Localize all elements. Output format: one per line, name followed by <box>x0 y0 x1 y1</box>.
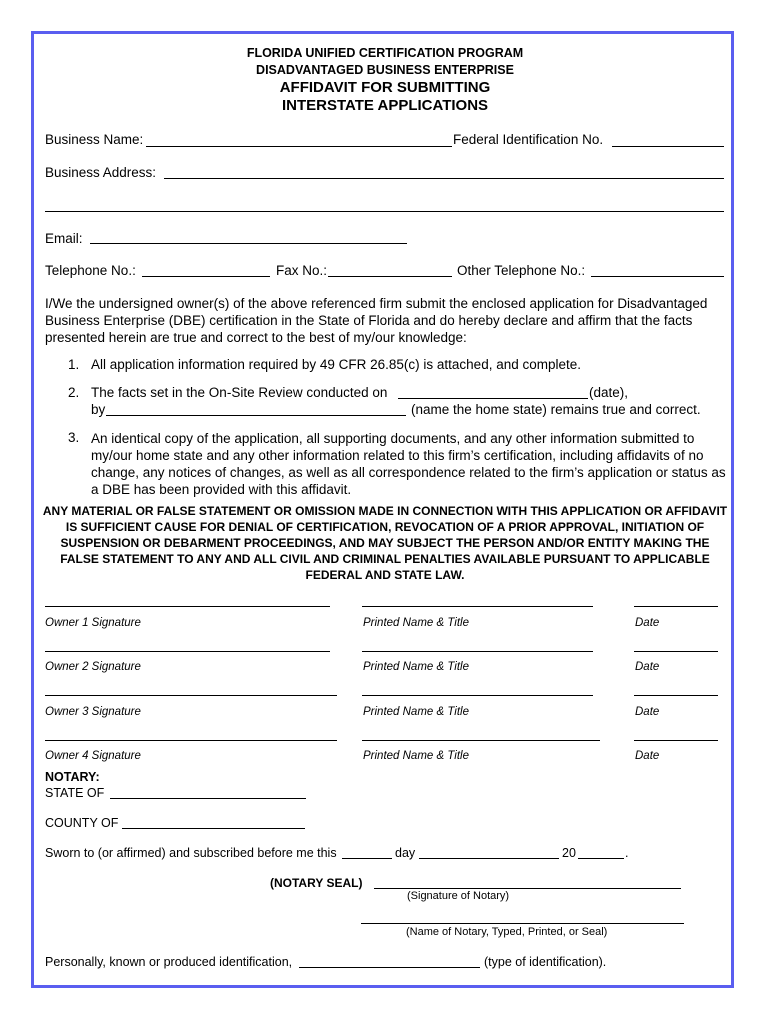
owner1-printed-label: Printed Name & Title <box>363 617 469 629</box>
owner1-signature-field[interactable] <box>45 606 330 607</box>
telephone-field[interactable] <box>142 276 270 277</box>
notary-heading: NOTARY: <box>45 770 100 784</box>
sworn-year-field[interactable] <box>578 858 624 859</box>
owner1-date-label: Date <box>635 617 660 629</box>
sworn-day-number-field[interactable] <box>342 858 392 859</box>
other-telephone-field[interactable] <box>591 276 724 277</box>
item1-number: 1. <box>68 357 80 372</box>
onsite-review-date-field[interactable] <box>398 398 588 399</box>
telephone-label: Telephone No.: <box>45 263 136 278</box>
owner3-date-label: Date <box>635 706 660 718</box>
owner1-date-field[interactable] <box>634 606 718 607</box>
business-address-field[interactable] <box>164 178 724 179</box>
owner4-printed-label: Printed Name & Title <box>363 750 469 762</box>
business-address-field-line2[interactable] <box>45 211 724 212</box>
program-heading: FLORIDA UNIFIED CERTIFICATION PROGRAM <box>246 46 524 60</box>
false-statement-warning: ANY MATERIAL OR FALSE STATEMENT OR OMISSION MADE IN CONNECTION WITH THIS APPLICATION OR AFFIDAVIT IS SUFFICIENT CAUSE FOR DENIAL OF CERTIFICATION, REVOCATION OF A PRIOR APPROVAL, INITIATION OF SUSPENSION OR DEBARMENT PROCEEDINGS, AND MAY SUBJECT THE PERSON AND/OR ENTITY MAKING THE FALSE STATEMENT TO ANY AND ALL CIVIL AND CRIMINAL PENALTIES AVAILABLE PURSUANT TO APPLICABLE FEDERAL AND STATE LAW. <box>42 504 728 582</box>
owner4-date-label: Date <box>635 750 660 762</box>
item3-text: An identical copy of the application, all supporting documents, and any other information submitted to my/our home state and any other information related to this firm’s certification, including affidavits of no change, any notices of changes, as well as all correspondence related to the firm’s application or status as a DBE has been provided with this affidavit. <box>91 431 726 497</box>
owner2-printed-name-field[interactable] <box>362 651 593 652</box>
owner4-signature-field[interactable] <box>45 740 337 741</box>
owner4-signature-label: Owner 4 Signature <box>45 750 141 762</box>
item3-number: 3. <box>68 430 80 445</box>
owner1-signature-label: Owner 1 Signature <box>45 617 141 629</box>
county-of-label: COUNTY OF <box>45 816 119 830</box>
county-of-field[interactable] <box>122 828 305 829</box>
item2-text: The facts set in the On-Site Review conducted on <box>91 385 388 400</box>
day-label: day <box>395 846 416 860</box>
owner3-printed-label: Printed Name & Title <box>363 706 469 718</box>
state-of-field[interactable] <box>110 798 306 799</box>
notary-name-field[interactable] <box>361 923 684 924</box>
owner4-printed-name-field[interactable] <box>362 740 600 741</box>
business-name-label: Business Name: <box>45 132 144 147</box>
identification-label: Personally, known or produced identification, <box>45 955 293 969</box>
sworn-month-field[interactable] <box>419 858 559 859</box>
notary-name-label: (Name of Notary, Typed, Printed, or Seal) <box>406 926 608 938</box>
owner3-printed-name-field[interactable] <box>362 695 593 696</box>
email-label: Email: <box>45 231 83 246</box>
business-name-field[interactable] <box>146 146 452 147</box>
owner3-signature-label: Owner 3 Signature <box>45 706 141 718</box>
owner3-signature-field[interactable] <box>45 695 337 696</box>
business-address-label: Business Address: <box>45 165 157 180</box>
owner2-signature-field[interactable] <box>45 651 330 652</box>
fax-field[interactable] <box>328 276 452 277</box>
home-state-field[interactable] <box>106 415 406 416</box>
notary-signature-label: (Signature of Notary) <box>407 890 510 902</box>
notary-seal-label: (NOTARY SEAL) <box>270 876 363 890</box>
identification-type-label: (type of identification). <box>484 955 607 969</box>
form-title-line1: AFFIDAVIT FOR SUBMITTING <box>279 79 491 96</box>
owner2-printed-label: Printed Name & Title <box>363 661 469 673</box>
form-title-line2: INTERSTATE APPLICATIONS <box>281 97 489 114</box>
owner2-date-field[interactable] <box>634 651 718 652</box>
owner1-printed-name-field[interactable] <box>362 606 593 607</box>
federal-id-label: Federal Identification No. <box>453 132 604 147</box>
owner3-date-field[interactable] <box>634 695 718 696</box>
other-telephone-label: Other Telephone No.: <box>457 263 586 278</box>
item2-by-label: by <box>91 402 106 417</box>
email-field[interactable] <box>90 243 407 244</box>
owner4-date-field[interactable] <box>634 740 718 741</box>
intro-paragraph: I/We the undersigned owner(s) of the above referenced firm submit the enclosed application for Disadvantaged Business Enterprise (DBE) certification in the State of Florida and do hereby declare and affirm that the facts presented herein are true and correct to the best of my/our knowledge: <box>45 296 708 345</box>
state-of-label: STATE OF <box>45 786 105 800</box>
item2-number: 2. <box>68 385 80 400</box>
year-prefix-label: 20 <box>562 846 576 860</box>
fax-label: Fax No.: <box>276 263 328 278</box>
owner2-signature-label: Owner 2 Signature <box>45 661 141 673</box>
owner2-date-label: Date <box>635 661 660 673</box>
program-subtitle: DISADVANTAGED BUSINESS ENTERPRISE <box>256 63 514 77</box>
item2-date-label: (date), <box>589 385 629 400</box>
sworn-statement-label: Sworn to (or affirmed) and subscribed before me this <box>45 846 337 860</box>
item2-text-continued: (name the home state) remains true and correct. <box>411 402 701 417</box>
sworn-period: . <box>625 846 629 860</box>
identification-field[interactable] <box>299 967 480 968</box>
item1-text: All application information required by 49 CFR 26.85(c) is attached, and complete. <box>91 357 582 372</box>
notary-signature-field[interactable] <box>374 888 681 889</box>
federal-id-field[interactable] <box>612 146 724 147</box>
